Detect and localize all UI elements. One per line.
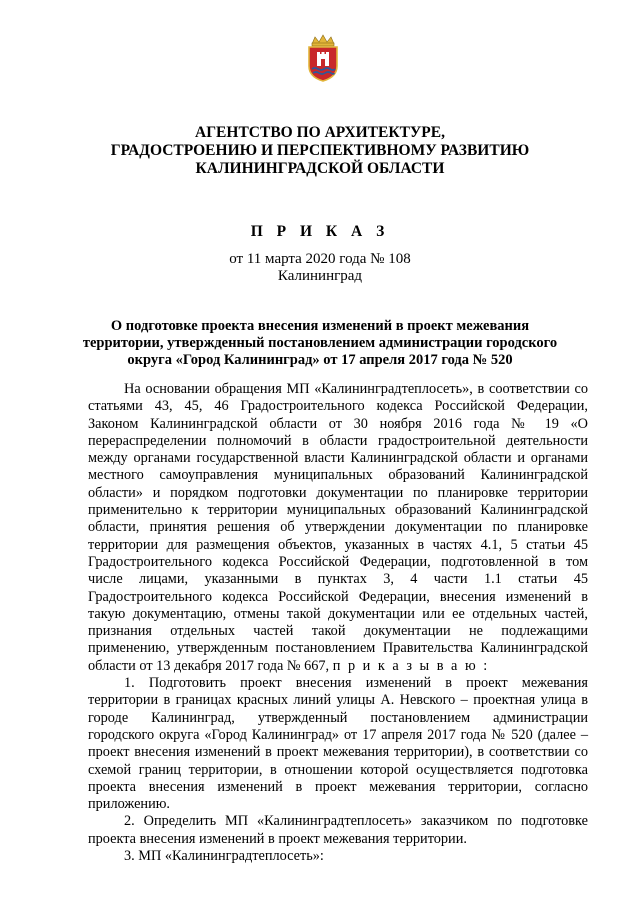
body-line: такую документацию, отмены такой документации или ее отдельных частей, bbox=[88, 605, 588, 622]
body-text: области от 13 декабря 2017 года № 667, bbox=[88, 657, 330, 674]
body-line: территории для размещения объектов, указанных в частях 4.1, 5 статьи 45 bbox=[88, 536, 588, 553]
coat-of-arms-icon bbox=[306, 34, 340, 82]
body-line: проекта внесения изменений в проект межевания территории. bbox=[88, 830, 467, 847]
body-line: Градостроительного кодекса Российской Федерации, внесения изменений в bbox=[88, 588, 588, 605]
body-line: проекта внесения изменений в проект межевания территории, согласно bbox=[88, 778, 588, 795]
body-line: На основании обращения МП «Калининградтеплосеть», в соответствии со bbox=[124, 381, 588, 397]
city: Калининград bbox=[277, 268, 363, 284]
body-line: применительно к территории муниципальных образований Калининградской bbox=[88, 502, 588, 519]
body-line: 1. Подготовить проект внесения изменений в проект межевания bbox=[124, 675, 588, 692]
body-line: 2. Определить МП «Калининградтеплосеть» заказчиком по подготовке bbox=[124, 813, 588, 830]
agency-name bbox=[60, 124, 580, 178]
body-line: между органами государственной власти Калининградской области и органами bbox=[88, 450, 588, 467]
date-number: от 11 марта 2020 года № 108 bbox=[229, 251, 411, 267]
order-body bbox=[88, 381, 588, 865]
body-line: проект внесения изменений в проект межевания территории), в соответствии со bbox=[88, 744, 588, 761]
agency-line: АГЕНТСТВО ПО АРХИТЕКТУРЕ, bbox=[195, 124, 445, 141]
body-line: городе Калининград, утвержденный постановлением администрации bbox=[88, 709, 588, 726]
body-line: области» и порядком подготовки документации по планировке территории bbox=[88, 484, 588, 501]
order-word: п р и к а з ы в а ю : bbox=[332, 657, 490, 674]
body-line: приложению. bbox=[88, 796, 170, 813]
subject-line: О подготовке проекта внесения изменений в проект межевания bbox=[110, 318, 530, 334]
subject-line: округа «Город Калининград» от 17 апреля 2017 года № 520 bbox=[127, 352, 513, 368]
subject-line: территории, утвержденный постановлением администрации городского bbox=[82, 335, 558, 351]
agency-line: ГРАДОСТРОЕНИЮ И ПЕРСПЕКТИВНОМУ РАЗВИТИЮ bbox=[110, 142, 530, 159]
body-line: статьями 43, 45, 46 Градостроительного кодекса Российской Федерации, bbox=[88, 398, 588, 415]
date-block bbox=[60, 251, 580, 285]
body-line: Градостроительного кодекса Российской Федерации, подготовленной в том bbox=[88, 553, 588, 570]
document-type-heading: П Р И К А З bbox=[250, 223, 390, 240]
body-line: области, принятия решения об утверждении документации по планировке bbox=[88, 519, 588, 536]
body-line: признания отдельных частей такой документации не подлежащими bbox=[88, 623, 588, 640]
body-line: перераспределении полномочий в области градостроительной деятельности bbox=[88, 432, 588, 449]
body-line: городского округа «Город Калининград» от 17 апреля 2017 года № 520 (далее – bbox=[88, 726, 588, 743]
body-line: местного самоуправления муниципальных образований Калининградской bbox=[88, 467, 588, 484]
order-subject bbox=[60, 318, 580, 369]
body-line: Законом Калининградской области от 30 ноября 2016 года № 19 «О bbox=[88, 415, 588, 432]
body-line: 3. МП «Калининградтеплосеть»: bbox=[124, 848, 324, 865]
body-line: территории в границах красных линий улицы А. Невского – проектная улица в bbox=[88, 692, 588, 709]
body-line bbox=[88, 658, 588, 675]
body-line: числе лицами, указанными в пунктах 3, 4 части 1.1 статьи 45 bbox=[88, 571, 588, 588]
agency-line: КАЛИНИНГРАДСКОЙ ОБЛАСТИ bbox=[195, 160, 445, 177]
body-line: применению, утвержденным постановлением Правительства Калининградской bbox=[88, 640, 588, 657]
body-line: схемой границ территории, в отношении которой осуществляется подготовка bbox=[88, 761, 588, 778]
